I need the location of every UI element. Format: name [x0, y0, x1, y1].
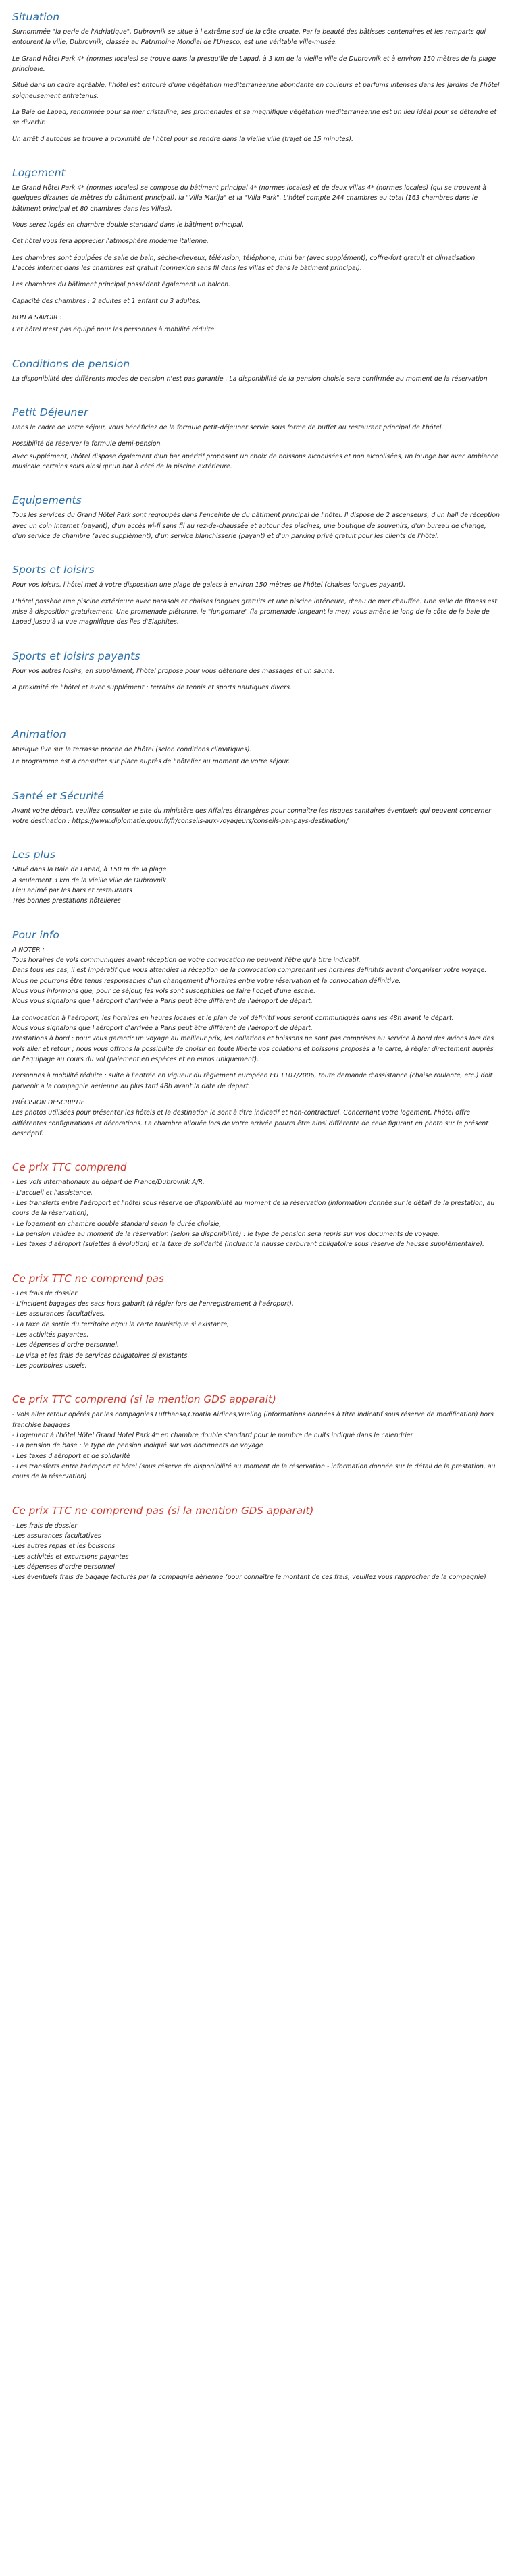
list-item: - Logement à l'hôtel Hôtel Grand Hotel Park 4* en chambre double standard pour le nombre de nuits indiqué dans le calendrier — [12, 1431, 413, 1439]
list-item: - Les pourboires usuels. — [12, 1362, 87, 1370]
paragraph: Musique live sur la terrasse proche de l'hôtel (selon conditions climatiques). — [12, 746, 252, 754]
section-heading-ce-prix-ttc-comprend: Ce prix TTC comprend — [12, 1161, 127, 1174]
section-heading-ce-prix-ttc-ne-comprend-pas-gds: Ce prix TTC ne comprend pas (si la mention GDS apparait) — [12, 1504, 314, 1517]
section-heading-sports-et-loisirs-payants: Sports et loisirs payants — [12, 649, 140, 662]
list-item: - L'incident bagages des sacs hors gabarit (à régler lors de l'enregistrement à l'aéroport), — [12, 1299, 294, 1308]
list-item: -Les autres repas et les boissons — [12, 1542, 116, 1551]
paragraph: Avec supplément, l'hôtel dispose également d'un bar apéritif proposant un choix de boissons alcoolisées et non alcoolisées, un lounge bar avec ambiance musicale certains soirs ainsi qu'un bar à côté de la piscine extérieure. — [12, 452, 498, 471]
paragraph: Nous vous signalons que l'aéroport d'arrivée à Paris peut être différent de l'aéroport de départ. — [12, 1025, 313, 1033]
paragraph: Dans tous les cas, il est impératif que vous attendiez la réception de la convocation comprenant les horaires définitifs avant d'organiser votre voyage. — [12, 967, 487, 975]
paragraph: Un arrêt d'autobus se trouve à proximité de l'hôtel pour se rendre dans la vieille ville (trajet de 15 minutes). — [12, 135, 353, 143]
list-item: - Les taxes d'aéroport et de solidarité — [12, 1452, 130, 1460]
list-item: - Les taxes d'aéroport (sujettes à évolution) et la taxe de solidarité (incluant la hausse carburant obligatoire sous réserve de hausse supplémentaire). — [12, 1241, 484, 1249]
paragraph: Prestations à bord : pour vous garantir un voyage au meilleur prix, les collations et boissons ne sont pas comprises au service à bord des avions lors des vols aller et retour ; nous vous offrons la possibilité de choisir en toute liberté vos collations et boissons proposés à la carte, à régler directement auprès de l'équipage au cours du vol (paiement en espèces et en euros uniquement). — [12, 1035, 494, 1064]
section-heading-les-plus: Les plus — [12, 849, 56, 861]
paragraph: Les chambres du bâtiment principal possèdent également un balcon. — [12, 281, 231, 289]
paragraph: Situé dans un cadre agréable, l'hôtel est entouré d'une végétation méditerranéenne abondante en couleurs et parfums intenses dans les jardins de l'hôtel soigneusement entretenus. — [12, 82, 500, 100]
paragraph: Les chambres sont équipées de salle de bain, sèche-cheveux, télévision, téléphone, mini bar (avec supplément), coffre-fort gratuit et climatisation. L'accès internet dans les chambres est gratuit (connexion sans fil dans les villas et dans le bâtiment principal). — [12, 254, 478, 272]
paragraph: Vous serez logés en chambre double standard dans le bâtiment principal. — [12, 221, 245, 229]
list-item: - Les vols internationaux au départ de France/Dubrovnik A/R, — [12, 1179, 205, 1187]
paragraph: A NOTER : — [12, 946, 45, 954]
paragraph: Capacité des chambres : 2 adultes et 1 enfant ou 3 adultes. — [12, 297, 201, 305]
list-item: - Les assurances facultatives, — [12, 1310, 105, 1318]
list-item: - La pension validée au moment de la réservation (selon sa disponibilité) : le type de pension sera repris sur vos documents de voyage, — [12, 1231, 440, 1238]
list-item: -Les assurances facultatives — [12, 1532, 101, 1540]
paragraph: Les photos utilisées pour présenter les hôtels et la destination le sont à titre indicatif et non-contractuel. Concernant votre logement, l'hôtel offre différentes configurations et décorations. La chambre allouée lors de votre arrivée pourra être ainsi différente de celle figurant en photo sur le présent descriptif. — [12, 1109, 488, 1138]
list-item: - Les activités payantes, — [12, 1331, 89, 1339]
list-item: -Les dépenses d'ordre personnel — [12, 1563, 115, 1571]
list-item: - Le visa et les frais de services obligatoires si existants, — [12, 1351, 190, 1360]
paragraph: Tous les services du Grand Hôtel Park sont regroupés dans l'enceinte de du bâtiment principal de l'hôtel. Il dispose de 2 ascenseurs, d'un hall de réception avec un coin Internet (payant), d'un accès wi-fi sans fil au rez-de-chaussée et autour des piscines, une boutique de souvenirs, d'un bureau de change, d'un service de chambre (avec supplément), d'un service blanchisserie (payant) et d'un parking privé gratuit pour les clients de l'hôtel. — [12, 512, 500, 540]
paragraph: Le Grand Hôtel Park 4* (normes locales) se compose du bâtiment principal 4* (normes locales) et de deux villas 4* (normes locales) (qui se trouvent à quelques dizaines de mètres du bâtiment principal), la "Villa Marija" et la "Villa Park". L'hôtel compte 244 chambres au total (163 chambres dans le bâtiment principal et 80 chambres dans les Villas). — [12, 184, 487, 213]
section-heading-sports-et-loisirs: Sports et loisirs — [12, 564, 95, 576]
section-heading-logement: Logement — [12, 166, 66, 179]
section-heading-animation: Animation — [12, 728, 66, 741]
list-item: - Les frais de dossier — [12, 1522, 78, 1530]
list-item: - L'accueil et l'assistance, — [12, 1189, 93, 1197]
section-heading-pour-info: Pour info — [12, 928, 59, 941]
section-heading-ce-prix-ttc-comprend-gds: Ce prix TTC comprend (si la mention GDS apparait) — [12, 1393, 276, 1406]
list-item: - Vols aller retour opérés par les compagnies Lufthansa,Croatia Airlines,Vueling (informations données à titre indicatif sous réserve de modification) hors franchise bagages — [12, 1411, 494, 1429]
section-heading-ce-prix-ttc-ne-comprend-pas: Ce prix TTC ne comprend pas — [12, 1272, 165, 1285]
list-item: Situé dans la Baie de Lapad, à 150 m de la plage — [12, 866, 167, 874]
paragraph: A proximité de l'hôtel et avec supplément : terrains de tennis et sports nautiques divers. — [12, 683, 292, 691]
list-item: - Les dépenses d'ordre personnel, — [12, 1341, 119, 1349]
paragraph: Nous ne pourrons être tenus responsables d'un changement d'horaires entre votre réservation et la convocation définitive. — [12, 977, 401, 985]
paragraph: Avant votre départ, veuillez consulter le site du ministère des Affaires étrangères pour connaître les risques sanitaires éventuels qui peuvent concerner votre destination : https://www.diplomatie.gouv.fr/fr/conseils-aux-voyageurs/conseils-par-pays-destination/ — [12, 807, 491, 826]
section-heading-sante-et-securite: Santé et Sécurité — [12, 789, 104, 802]
paragraph: PRÉCISION DESCRIPTIF — [12, 1099, 85, 1107]
section-heading-conditions-de-pension: Conditions de pension — [12, 357, 130, 370]
list-item: - La taxe de sortie du territoire et/ou la carte touristique si existante, — [12, 1320, 230, 1329]
paragraph: Le programme est à consulter sur place auprès de l'hôtelier au moment de votre séjour. — [12, 758, 290, 766]
paragraph: Personnes à mobilité réduite : suite à l'entrée en vigueur du règlement européen EU 1107/2006, toute demande d'assistance (chaise roulante, etc.) doit parvenir à la compagnie aérienne au plus tard 48h avant la date de départ. — [12, 1072, 493, 1090]
paragraph: Possibilité de réserver la formule demi-pension. — [12, 440, 163, 448]
section-heading-petit-dejeuner: Petit Déjeuner — [12, 406, 88, 419]
paragraph: BON A SAVOIR : — [12, 313, 62, 321]
paragraph: Pour vos autres loisirs, en supplément, l'hôtel propose pour vous détendre des massages et un sauna. — [12, 667, 335, 675]
list-item: - Les frais de dossier — [12, 1289, 78, 1297]
paragraph: La disponibilité des différents modes de pension n'est pas garantie . La disponibilité de la pension choisie sera confirmée au moment de la réservation — [12, 375, 488, 383]
list-item: - Les transferts entre l'aéroport et hôtel (sous réserve de disponibilité au moment de la réservation - information donnée sur le détail de la prestation, au cours de la réservation) — [12, 1462, 496, 1481]
paragraph: Nous vous signalons que l'aéroport d'arrivée à Paris peut être différent de l'aéroport de départ. — [12, 998, 313, 1006]
section-heading-equipements: Equipements — [12, 494, 82, 507]
list-item: Très bonnes prestations hôtelières — [12, 897, 121, 905]
paragraph: Surnommée "la perle de l'Adriatique", Dubrovnik se situe à l'extrême sud de la côte croate. Par la beauté des bâtisses centenaires et les remparts qui entourent la ville, Dubrovnik, classée au Patrimoine Mondial de l'Unesco, est une véritable ville-musée. — [12, 28, 486, 47]
list-item: A seulement 3 km de la vieille ville de Dubrovnik — [12, 876, 166, 884]
section-heading-situation: Situation — [12, 11, 60, 23]
paragraph: La convocation à l'aéroport, les horaires en heures locales et le plan de vol définitif vous seront communiqués dans les 48h avant le départ. — [12, 1014, 454, 1022]
list-item: -Les activités et excursions payantes — [12, 1553, 129, 1561]
paragraph: Pour vos loisirs, l'hôtel met à votre disposition une plage de galets à environ 150 mètres de l'hôtel (chaises longues payant). — [12, 581, 406, 589]
paragraph: L'hôtel possède une piscine extérieure avec parasols et chaises longues gratuits et une piscine intérieure, d'eau de mer chauffée. Une salle de fitness est mise à disposition gratuitement. Une promenade piétonne, le "lungomare" (la promenade longeant la mer) vous amène le long de la côte de la baie de Lapad jusqu'à la vue magnifique des îles d'Elaphites. — [12, 597, 498, 626]
paragraph: Nous vous informons que, pour ce séjour, les vols sont susceptibles de faire l'objet d'une escale. — [12, 988, 316, 996]
list-item: Lieu animé par les bars et restaurants — [12, 887, 132, 895]
list-item: - Les transferts entre l'aéroport et l'hôtel sous réserve de disponibilité au moment de la réservation (information donnée sur le détail de la prestation, au cours de la réservation), — [12, 1200, 495, 1218]
list-item: - Le logement en chambre double standard selon la durée choisie, — [12, 1220, 222, 1228]
list-item: - La pension de base : le type de pension indiqué sur vos documents de voyage — [12, 1442, 263, 1450]
paragraph: Dans le cadre de votre séjour, vous bénéficiez de la formule petit-déjeuner servie sous forme de buffet au restaurant principal de l'hôtel. — [12, 423, 444, 431]
paragraph: Cet hôtel vous fera apprécier l'atmosphère moderne italienne. — [12, 238, 209, 246]
paragraph: La Baie de Lapad, renommée pour sa mer cristalline, ses promenades et sa magnifique végétation méditerranéenne est un lieu idéal pour se détendre et se divertir. — [12, 108, 497, 127]
paragraph: Cet hôtel n'est pas équipé pour les personnes à mobilité réduite. — [12, 326, 217, 334]
paragraph: Le Grand Hôtel Park 4* (normes locales) se trouve dans la presqu'île de Lapad, à 3 km de la vieille ville de Dubrovnik et à environ 150 mètres de la plage principale. — [12, 55, 496, 73]
paragraph: Tous horaires de vols communiqués avant réception de votre convocation ne peuvent l'être qu'à titre indicatif. — [12, 957, 361, 965]
list-item: -Les éventuels frais de bagage facturés par la compagnie aérienne (pour connaître le montant de ces frais, veuillez vous rapprocher de la compagnie) — [12, 1574, 486, 1582]
